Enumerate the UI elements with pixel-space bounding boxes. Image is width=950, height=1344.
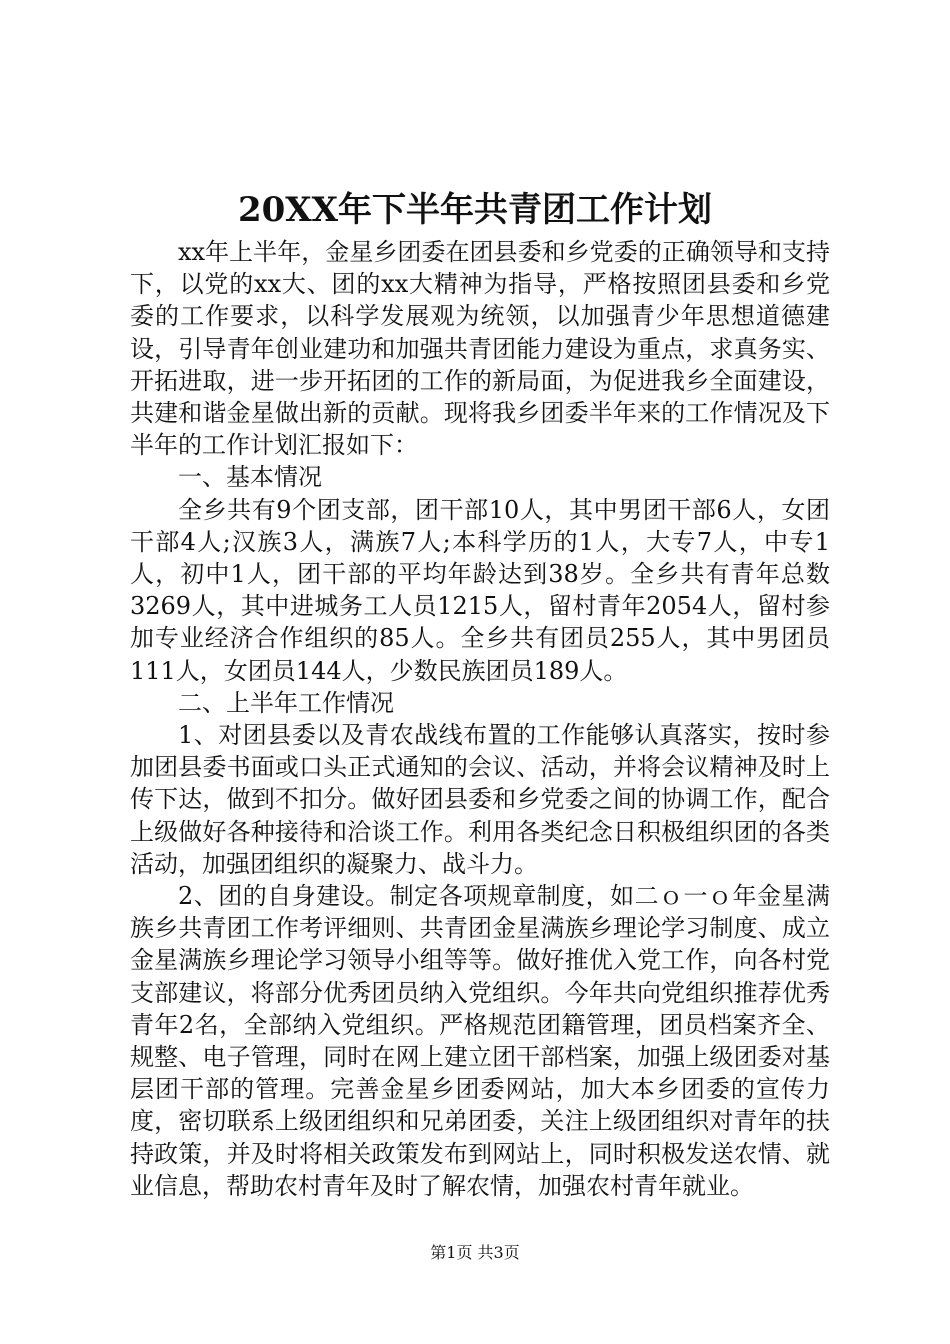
paragraph-item-1: 1、对团县委以及青农战线布置的工作能够认真落实，按时参加团县委书面或口头正式通知的会议、活动，并将会议精神及时上传下达，做到不扣分。做好团县委和乡党委之间的协调工作，配合上级做好各种接待和洽谈工作。利用各类纪念日积极组织团的各类活动，加强团组织的凝聚力、战斗力。 — [130, 721, 830, 878]
heading-first-half-work: 二、上半年工作情况 — [178, 688, 394, 717]
page-footer: 第1页 共3页 — [430, 1243, 520, 1262]
heading-basic-situation: 一、基本情况 — [178, 463, 322, 492]
paragraph-item-2: 2、团的自身建设。制定各项规章制度，如二ｏ一ｏ年金星满族乡共青团工作考评细则、共青团金星满族乡理论学习制度、成立金星满族乡理论学习领导小组等等。做好推优入党工作，向各村党支部建议，将部分优秀团员纳入党组织。今年共向党组织推荐优秀青年2名，全部纳入党组织。严格规范团籍管理，团员档案齐全、规整、电子管理，同时在网上建立团干部档案，加强上级团委对基层团干部的管理。完善金星乡团委网站，加大本乡团委的宣传力度，密切联系上级团组织和兄弟团委，关注上级团组织对青年的扶持政策，并及时将相关政策发布到网站上，同时积极发送农情、就业信息，帮助农村青年及时了解农情，加强农村青年就业。 — [130, 882, 830, 1200]
paragraph-intro: xx年上半年，金星乡团委在团县委和乡党委的正确领导和支持下，以党的xx大、团的xx大精神为指导，严格按照团县委和乡党委的工作要求，以科学发展观为统领，以加强青少年思想道德建设，引导青年创业建功和加强共青团能力建设为重点，求真务实、开拓进取，进一步开拓团的工作的新局面，为促进我乡全面建设，共建和谐金星做出新的贡献。现将我乡团委半年来的工作情况及下半年的工作计划汇报如下： — [130, 238, 830, 460]
paragraph-basic-situation: 全乡共有9个团支部，团干部10人，其中男团干部6人，女团干部4人;汉族3人，满族7人;本科学历的1人，大专7人，中专1人，初中1人，团干部的平均年龄达到38岁。全乡共有青年总数3269人，其中进城务工人员1215人，留村青年2054人，留村参加专业经济合作组织的85人。全乡共有团员255人，其中男团员111人，女团员144人，少数民族团员189人。 — [130, 495, 830, 685]
document-title: 20XX年下半年共青团工作计划 — [237, 190, 713, 230]
document-body — [130, 236, 830, 1202]
